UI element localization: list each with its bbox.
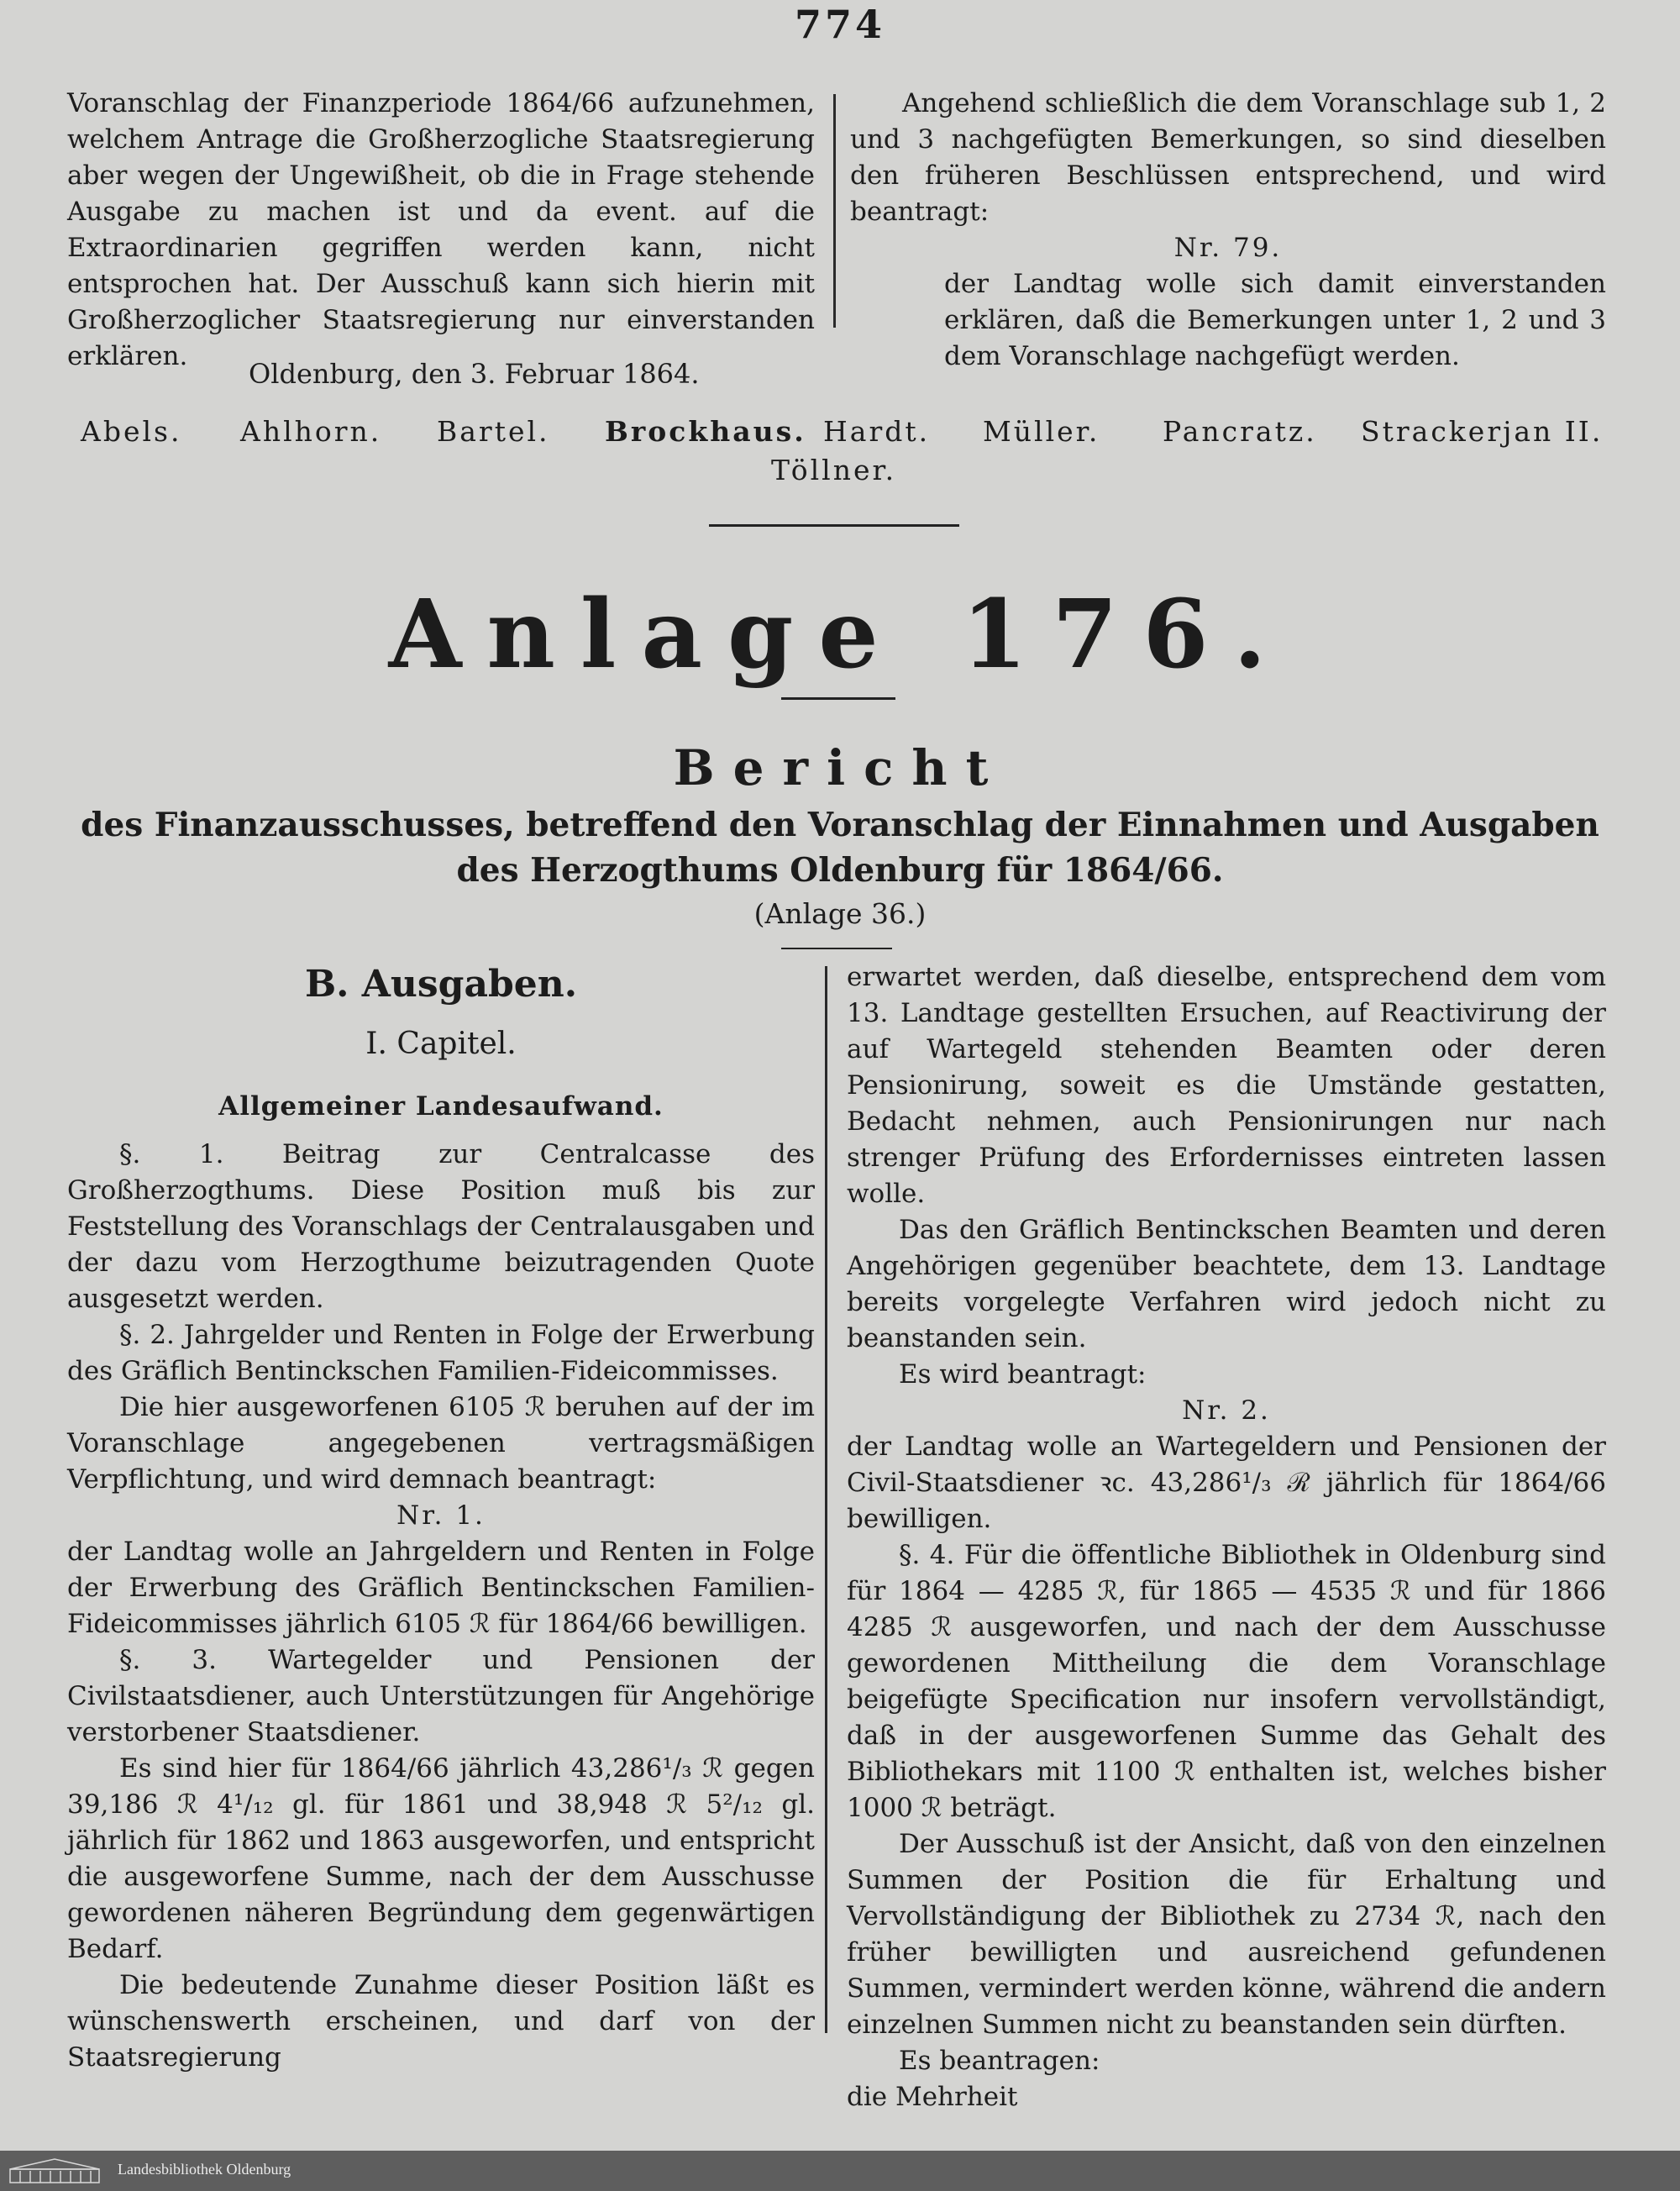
closing-paragraph: Angehend schließlich die dem Voranschlage sub 1, 2 und 3 nachgefügten Bemerkungen, so sind dieselben den früheren Beschlüssen entsprechend, und wird beantragt: [850, 88, 1606, 227]
library-name: Landesbibliothek Oldenburg [118, 2161, 291, 2178]
column-divider-top [833, 94, 836, 328]
paragraph-6: Es beantragen: [899, 2046, 1100, 2076]
signatory: Bartel. [437, 415, 550, 448]
anlage-heading: Anlage 176. [388, 580, 1292, 690]
paragraph-2: §. 2. Jahrgelder und Renten in Folge der Erwerbung des Gräflich Bentinckschen Familien-Fideicommisses. [67, 1320, 815, 1386]
right-column [847, 959, 1606, 2115]
signatory: Ahlhorn. [240, 415, 382, 448]
signatory: Hardt. [823, 415, 931, 448]
motion-text: der Landtag wolle sich damit einverstanden erklären, daß die Bemerkungen unter 1, 2 und 3 dem Voranschlage nachgefügt werden. [944, 269, 1606, 371]
bericht-heading: Bericht [673, 739, 1007, 796]
paragraph-7: die Mehrheit [847, 2082, 1018, 2112]
paragraph-5: Es sind hier für 1864/66 jährlich 43,286¹/₃ ℛ gegen 39,186 ℛ 4¹/₁₂ gl. für 1861 und 38,948 ℛ 5²/₁₂ gl. jährlich für 1862 und 1863 ausgeworfen, und entspricht die ausgeworfene Summe, nach der dem Ausschusse gewordenen näheren Begründung dem gegenwärtigen Bedarf. [67, 1753, 815, 1964]
paragraph-4: §. 3. Wartegelder und Pensionen der Civilstaatsdiener, auch Unterstützungen für Angehörige verstorbener Staatsdiener. [67, 1645, 815, 1747]
date-line: Oldenburg, den 3. Februar 1864. [249, 358, 700, 390]
motion-number: Nr. 2. [1182, 1395, 1271, 1426]
signatory: Müller. [983, 415, 1100, 448]
motion-text: der Landtag wolle an Jahrgeldern und Renten in Folge der Erwerbung des Gräflich Bentinckschen Familien-Fideicommisses jährlich 6105 ℛ für 1864/66 bewilligen. [67, 1537, 815, 1639]
page-number: 774 [794, 2, 886, 47]
paragraph-1: §. 1. Beitrag zur Centralcasse des Großherzogthums. Diese Position muß bis zur Feststellung des Voranschlags der Centralausgaben und der dazu vom Herzogthume beizutragenden Quote ausgesetzt werden. [67, 1139, 815, 1314]
subtitle-rule [781, 948, 892, 949]
signatory: Strackerjan II. [1361, 415, 1604, 448]
paragraph-4: §. 4. Für die öffentliche Bibliothek in Oldenburg sind für 1864 — 4285 ℛ, für 1865 — 4535 ℛ und für 1866 4285 ℛ ausgeworfen, und nach der dem Ausschusse gewordenen Mittheilung die dem Voranschlage beigefügte Specification nur insofern vervollständigt, daß in der ausgeworfenen Summe das Gehalt des Bibliothekars mit 1100 ℛ enthalten ist, welches bisher 1000 ℛ beträgt. [847, 1540, 1606, 1823]
top-left-column [67, 86, 815, 375]
signatory: Pancratz. [1163, 415, 1317, 448]
motion-text: der Landtag wolle an Wartegeldern und Pensionen der Civil-Staatsdiener ꝛc. 43,286¹/₃ ℛ jährlich für 1864/66 bewilligen. [847, 1432, 1606, 1534]
paragraph-6: Die bedeutende Zunahme dieser Position läßt es wünschenswerth erscheinen, und darf von der Staatsregierung [67, 1970, 815, 2073]
signatory: Töllner. [771, 454, 897, 486]
motion-number: Nr. 1. [396, 1500, 486, 1531]
library-building-icon [8, 2157, 101, 2184]
continuation-paragraph: Voranschlag der Finanzperiode 1864/66 aufzunehmen, welchem Antrage die Großherzogliche Staatsregierung aber wegen der Ungewißheit, ob die in Frage stehende Ausgabe zu machen ist und da event. auf die Extraordinarien gegriffen werden kann, nicht entsprochen hat. Der Ausschuß kann sich hierin mit Großherzoglicher Staatsregierung nur einverstanden erklären. [67, 88, 815, 371]
section-rule [709, 524, 959, 527]
top-right-column [850, 86, 1606, 375]
paragraph-3: Die hier ausgeworfenen 6105 ℛ beruhen auf der im Voranschlage angegebenen vertragsmäßigen Verpflichtung, und wird demnach beantragt: [67, 1392, 815, 1495]
paragraph-5: Der Ausschuß ist der Ansicht, daß von den einzelnen Summen der Position die für Erhaltung und Vervollständigung der Bibliothek zu 2734 ℛ, nach den früher bewilligten und ausreichend gefundenen Summen, vermindert werden könne, während die andern einzelnen Summen nicht zu beanstanden sein dürften. [847, 1829, 1606, 2040]
paragraph-3: Es wird beantragt: [899, 1359, 1147, 1390]
section-heading: B. Ausgaben. [304, 963, 578, 1006]
paragraph-2: Das den Gräflich Bentinckschen Beamten und deren Angehörigen gegenüber beachtete, dem 13. Landtage bereits vorgelegte Verfahren wird jedoch nicht zu beanstanden sein. [847, 1215, 1606, 1353]
left-column [67, 963, 815, 2076]
signatory: Abels. [81, 415, 182, 448]
signatory: Brockhaus. [605, 415, 806, 448]
footer-bar [0, 2151, 1680, 2191]
chapter-heading: I. Capitel. [365, 1027, 517, 1061]
paragraph-1: erwartet werden, daß dieselbe, entsprechend dem vom 13. Landtage gestellten Ersuchen, auf Reactivirung der auf Wartegeld stehenden Beamten oder deren Pensionirung, soweit es die Umstände gestatten, Bedacht nehmen, auch Pensionirungen nur nach strenger Prüfung des Erfordernisses eintreten lassen wolle. [847, 962, 1606, 1209]
report-subtitle: des Finanzausschusses, betreffend den Voranschlag der Einnahmen und Ausgaben des Herzogthums Oldenburg für 1864/66. [81, 806, 1599, 890]
heading-rule [781, 697, 895, 700]
motion-number: Nr. 79. [1173, 233, 1283, 263]
anlage-reference: (Anlage 36.) [753, 897, 927, 930]
column-divider-main [825, 966, 827, 2033]
chapter-title: Allgemeiner Landesaufwand. [218, 1091, 664, 1122]
